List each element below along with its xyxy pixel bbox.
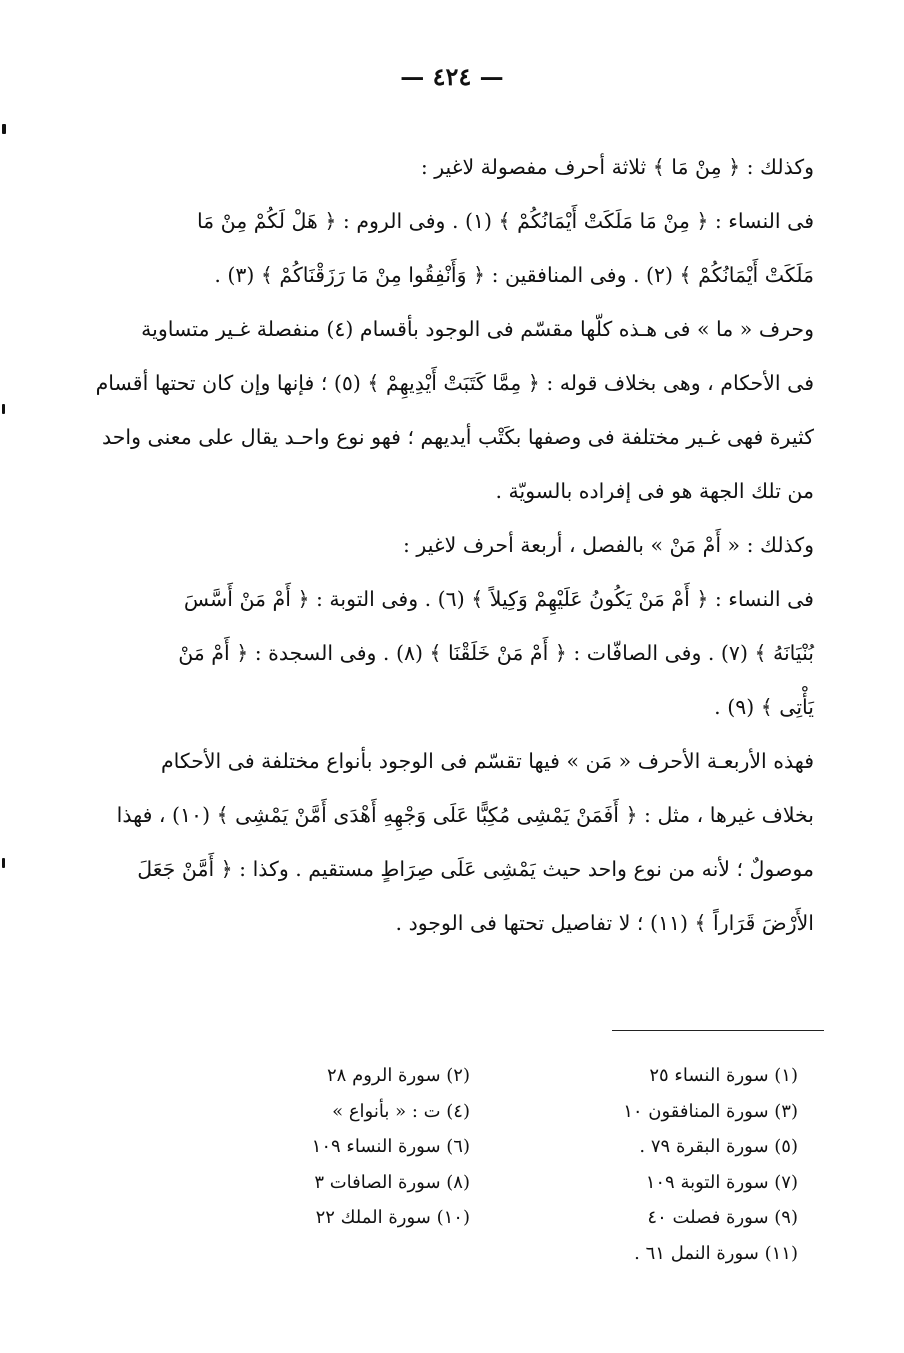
footnote: (٨) سورة الصافات ٣: [314, 1171, 470, 1193]
scan-speck: [2, 404, 5, 414]
body-line: بُنْيَانَهُ ﴾ (٧) . وفى الصافّات : ﴿ أَمْ مَنْ خَلَقْنَا ﴾ (٨) . وفى السجدة : ﴿ أَمْ مَنْ: [178, 641, 814, 665]
footnote: (٦) سورة النساء ١٠٩: [311, 1136, 470, 1157]
body-line: الأَرْضَ قَرَاراً ﴾ (١١) ؛ لا تفاصيل تحتها فى الوجود .: [395, 911, 814, 935]
footnote: (١٠) سورة الملك ٢٢: [315, 1207, 470, 1228]
body-line: فى الأحكام ، وهى بخلاف قوله : ﴿ مِمَّا كَتَبَتْ أَيْدِيهِمْ ﴾ (٥) ؛ فإنها وإن كان تحتها أقسام: [95, 371, 814, 395]
body-text: [92, 140, 814, 950]
footnote: (٣) سورة المنافقون ١٠: [623, 1100, 798, 1122]
footnote: (٩) سورة فصلت ٤٠: [647, 1207, 798, 1228]
body-line: بخلاف غيرها ، مثل : ﴿ أَفَمَنْ يَمْشِى مُكِبًّا عَلَى وَجْهِهِ أَهْدَى أَمَّنْ يَمْشِى ﴾ (١٠) ، فهذا: [116, 803, 814, 827]
scan-speck: [2, 858, 5, 868]
footnote: (١) سورة النساء ٢٥: [649, 1065, 798, 1086]
footnote-divider: [612, 1030, 824, 1031]
body-line: فى النساء : ﴿ مِنْ مَا مَلَكَتْ أَيْمَانُكُمْ ﴾ (١) . وفى الروم : ﴿ هَلْ لَكُمْ مِنْ مَا: [196, 209, 814, 233]
body-line: يَأْتِى ﴾ (٩) .: [714, 695, 814, 719]
footnote: (١١) سورة النمل ٦١ .: [634, 1242, 798, 1264]
footnote: (٥) سورة البقرة ٧٩ .: [639, 1136, 798, 1157]
page-number: — ٤٢٤ —: [400, 62, 504, 91]
body-line: فى النساء : ﴿ أَمْ مَنْ يَكُونُ عَلَيْهِمْ وَكِيلاً ﴾ (٦) . وفى التوبة : ﴿ أَمْ مَنْ أَسَّسَ: [183, 587, 814, 611]
body-line: كثيرة فهى غـير مختلفة فى وصفها بكَتْب أيديهم ؛ فهو نوع واحـد يقال على معنى واحد: [101, 425, 814, 449]
body-line: من تلك الجهة هو فى إفراده بالسويّة .: [495, 479, 814, 503]
body-line: وكذلك : ﴿ مِنْ مَا ﴾ ثلاثة أحرف مفصولة لاغير :: [420, 155, 814, 179]
body-line: وكذلك : « أَمْ مَنْ » بالفصل ، أربعة أحرف لاغير :: [402, 533, 814, 557]
footnote: (٤) ت : « بأنواع »: [332, 1100, 470, 1122]
footnote: (٢) سورة الروم ٢٨: [327, 1065, 470, 1086]
body-line: مَلَكَتْ أَيْمَانُكُمْ ﴾ (٢) . وفى المنافقين : ﴿ وَأَنْفِقُوا مِنْ مَا رَزَقْنَاكُمْ ﴾ (٣) .: [214, 263, 814, 287]
footnotes-right-column: [560, 1058, 798, 1271]
footnotes-left-column: [240, 1058, 470, 1236]
body-line: فهذه الأربعـة الأحرف « مَن » فيها تقسّم فى الوجود بأنواع مختلفة فى الأحكام: [160, 749, 814, 773]
scan-speck: [2, 124, 6, 134]
body-line: موصولٌ ؛ لأنه من نوع واحد حيث يَمْشِى عَلَى صِرَاطٍ مستقيم . وكذا : ﴿ أَمَّنْ جَعَلَ: [137, 857, 814, 881]
footnote: (٧) سورة التوبة ١٠٩: [645, 1171, 798, 1193]
body-line: وحرف « ما » فى هـذه كلّها مقسّم فى الوجود بأقسام (٤) منفصلة غـير متساوية: [141, 317, 814, 341]
